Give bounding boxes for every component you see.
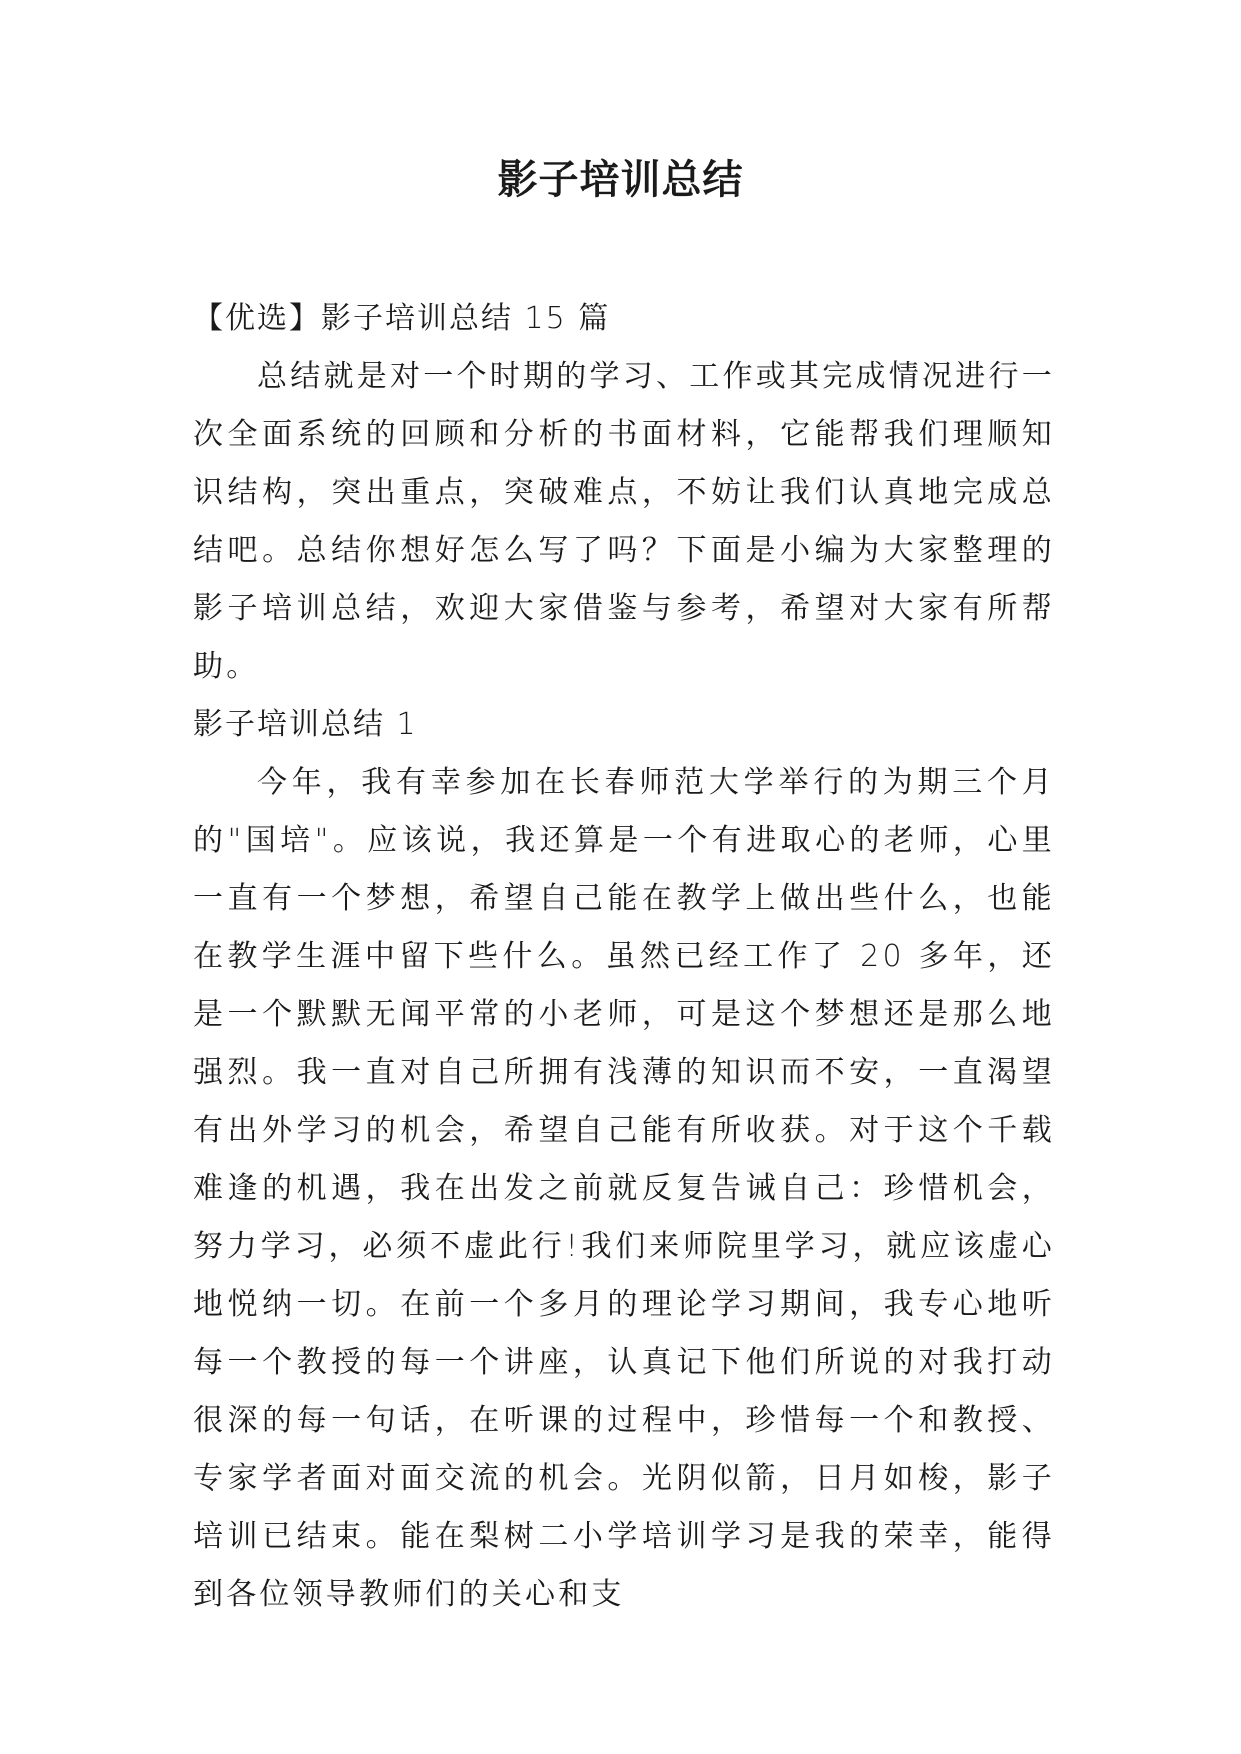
section-paragraph: 今年，我有幸参加在长春师范大学举行的为期三个月的"国培"。应该说，我还算是一个有进取心的老师，心里一直有一个梦想，希望自己能在教学上做出些什么，也能在教学生涯中留下些什么。虽然已经工作了 20 多年，还是一个默默无闻平常的小老师，可是这个梦想还是那么地强烈。我一直对自己所拥有浅薄的知识而不安，一直渴望有出外学习的机会，希望自己能有所收获。对于这个千载难逢的机遇，我在出发之前就反复告诫自己：珍惜机会，努力学习，必须不虚此行!我们来师院里学习，就应该虚心地悦纳一切。在前一个多月的理论学习期间，我专心地听每一个教授的每一个讲座，认真记下他们所说的对我打动很深的每一句话，在听课的过程中，珍惜每一个和教授、专家学者面对面交流的机会。光阴似箭，日月如梭，影子培训已结束。能在梨树二小学培训学习是我的荣幸，能得到各位领导教师们的关心和支 [193, 765, 1055, 1612]
intro-paragraph: 总结就是对一个时期的学习、工作或其完成情况进行一次全面系统的回顾和分析的书面材料，它能帮我们理顺知识结构，突出重点，突破难点，不妨让我们认真地完成总结吧。总结你想好怎么写了吗？下面是小编为大家整理的影子培训总结，欢迎大家借鉴与参考，希望对大家有所帮助。 [193, 359, 1055, 684]
document-title: 影子培训总结 [497, 157, 744, 203]
section-heading: 影子培训总结 1 [193, 707, 418, 742]
document-subtitle: 【优选】影子培训总结 15 篇 [193, 301, 611, 336]
